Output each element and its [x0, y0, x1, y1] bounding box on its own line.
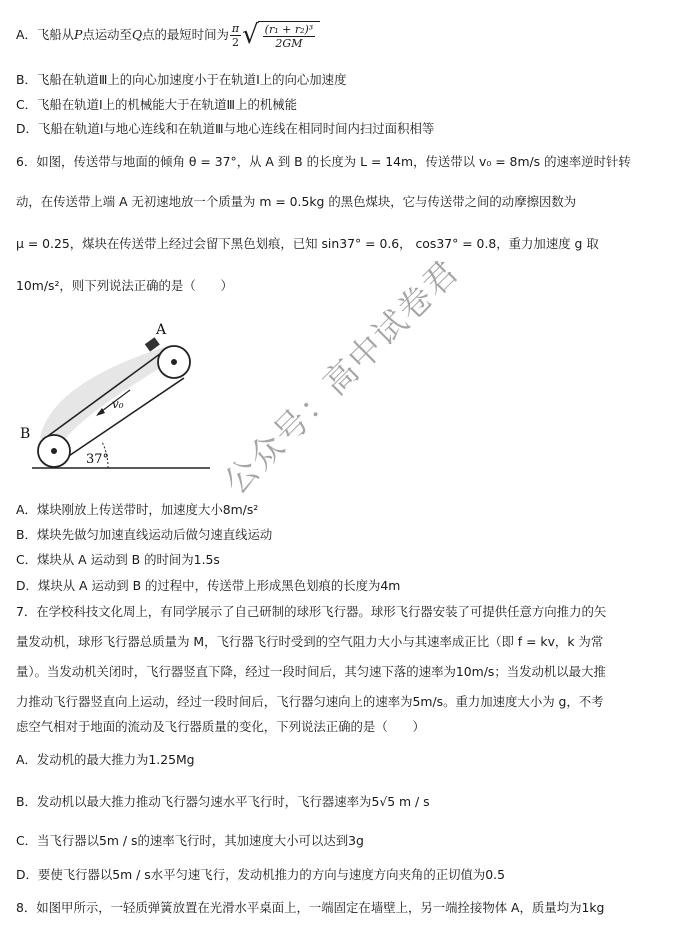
q6-stem-line-2: 动，在传送带上端 A 无初速地放一个质量为 m = 0.5kg 的黑色煤块，它与传送带之间的动摩擦因数为	[16, 194, 577, 209]
q8-stem-line-1: 8．如图甲所示，一轻质弹簧放置在光滑水平桌面上，一端固定在墙壁上，另一端拴接物体 A，质量均为1kg	[16, 900, 605, 915]
label-angle: 37°	[86, 452, 110, 467]
q5-option-d: D．飞船在轨道Ⅰ与地心连线和在轨道Ⅲ与地心连线在相同时间内扫过面积相等	[16, 121, 435, 136]
q5-option-a-mid: 点运动至	[82, 27, 132, 42]
q6-stem-line-1: 6．如图，传送带与地面的倾角 θ = 37°，从 A 到 B 的长度为 L = 14m，传送带以 v₀ = 8m/s 的速率逆时针转	[16, 154, 631, 169]
q5-option-a	[16, 18, 320, 52]
label-b: B	[20, 426, 31, 442]
fraction-denominator: 2	[231, 35, 239, 49]
q6-option-c: C．煤块从 A 运动到 B 的时间为1.5s	[16, 552, 220, 567]
square-root-expression	[242, 21, 320, 50]
conveyor-belt-figure	[18, 318, 214, 474]
q5-option-a-tail: 点的最短时间为	[142, 27, 229, 42]
label-v0: v₀	[112, 397, 124, 411]
belt-top-edge	[48, 348, 168, 436]
radical-denominator: 2GM	[275, 36, 303, 50]
q6-stem-line-3: μ = 0.25，煤块在传送带上经过会留下黑色划痕，已知 sin37° = 0.6， cos37° = 0.8，重力加速度 g 取	[16, 236, 599, 251]
pi-over-2-fraction	[230, 22, 241, 49]
q7-option-c: C．当飞行器以5m / s的速率飞行时，其加速度大小可以达到3g	[16, 833, 364, 848]
radical-fraction	[263, 23, 316, 50]
point-p: P	[74, 27, 83, 42]
point-q: Q	[131, 27, 143, 42]
q7-stem-line-2: 量发动机，球形飞行器总质量为 M，飞行器飞行时受到的空气阻力大小与其速率成正比（即 f = kv，k 为常	[16, 634, 604, 649]
q6-stem-line-4: 10m/s²，则下列说法正确的是（ ）	[16, 278, 233, 293]
fraction-numerator: π	[231, 21, 240, 35]
q7-option-d: D．要使飞行器以5m / s水平匀速飞行，发动机推力的方向与速度方向夹角的正切值为0.5	[16, 867, 505, 882]
q6-option-a: A．煤块刚放上传送带时，加速度大小8m/s²	[16, 502, 259, 517]
q7-option-a: A．发动机的最大推力为1.25Mg	[16, 752, 195, 767]
radical-numerator: (r₁ + r₂)³	[264, 22, 314, 36]
q7-stem-line-3: 量）。当发动机关闭时，飞行器竖直下降，经过一段时间后，其匀速下落的速率为10m/s；当发动机以最大推	[16, 664, 606, 679]
radical-body	[258, 21, 321, 50]
bottom-roller-axle	[51, 448, 57, 454]
q5-option-a-text: A．飞船从	[16, 27, 75, 42]
top-roller-axle	[171, 359, 177, 365]
q6-option-d: D．煤块从 A 运动到 B 的过程中，传送带上形成黑色划痕的长度为4m	[16, 578, 401, 593]
label-a: A	[156, 322, 167, 338]
q5-option-b: B．飞船在轨道Ⅲ上的向心加速度小于在轨道Ⅰ上的向心加速度	[16, 72, 347, 87]
q6-option-b: B．煤块先做匀加速直线运动后做匀速直线运动	[16, 527, 273, 542]
q7-option-b: B．发动机以最大推力推动飞行器匀速水平飞行时，飞行器速率为5√5 m / s	[16, 794, 430, 809]
q7-stem-line-4: 力推动飞行器竖直向上运动，经过一段时间后，飞行器匀速向上的速率为5m/s。重力加速度大小为 g，不考	[16, 694, 604, 709]
conveyor-belt-diagram	[18, 318, 214, 474]
q7-stem-line-1: 7．在学校科技文化周上，有同学展示了自己研制的球形飞行器。球形飞行器安装了可提供任意方向推力的矢	[16, 604, 607, 619]
radical-sign: √	[242, 20, 259, 50]
q5-option-c: C．飞船在轨道Ⅰ上的机械能大于在轨道Ⅲ上的机械能	[16, 97, 298, 112]
watermark-text: 公众号：高中试卷君	[216, 251, 467, 502]
q7-stem-line-5: 虑空气相对于地面的流动及飞行器质量的变化，下列说法正确的是（ ）	[16, 719, 425, 734]
